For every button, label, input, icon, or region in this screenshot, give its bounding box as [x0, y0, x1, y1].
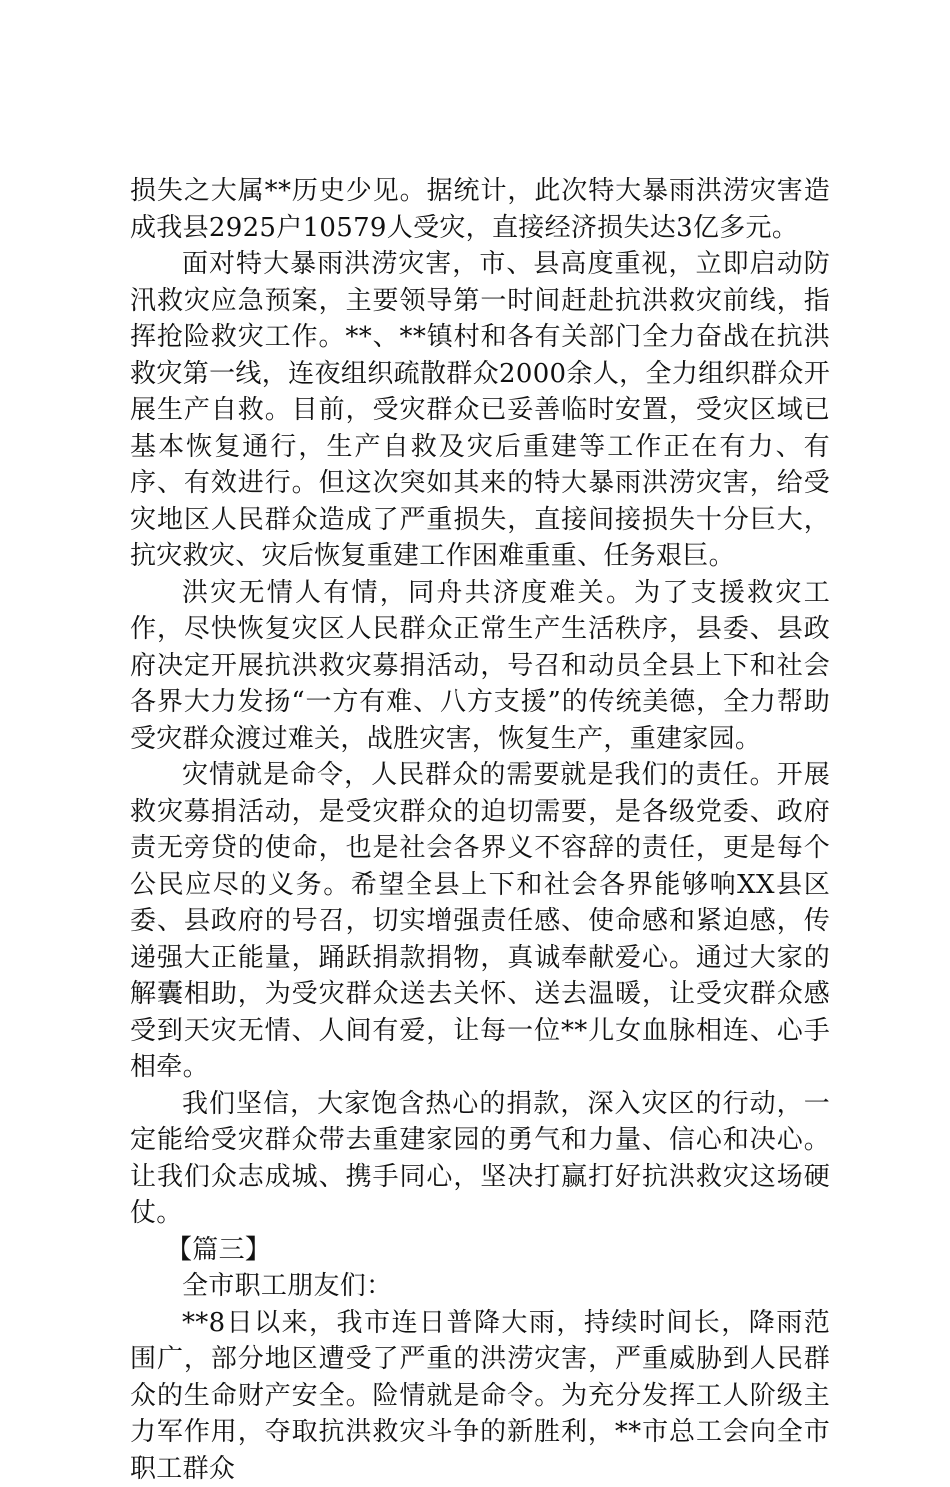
paragraph-1: 损失之大属**历史少见。据统计，此次特大暴雨洪涝灾害造成我县2925户10579人受灾，直接经济损失达3亿多元。 [130, 173, 830, 246]
document-body [130, 173, 830, 1487]
section-heading: 【篇三】 [130, 1232, 830, 1269]
paragraph-2: 面对特大暴雨洪涝灾害，市、县高度重视，立即启动防汛救灾应急预案，主要领导第一时间赶赴抗洪救灾前线，指挥抢险救灾工作。**、**镇村和各有关部门全力奋战在抗洪救灾第一线，连夜组织疏散群众2000余人，全力组织群众开展生产自救。目前，受灾群众已妥善临时安置，受灾区域已基本恢复通行，生产自救及灾后重建等工作正在有力、有序、有效进行。但这次突如其来的特大暴雨洪涝灾害，给受灾地区人民群众造成了严重损失，直接间接损失十分巨大，抗灾救灾、灾后恢复重建工作困难重重、任务艰巨。 [130, 246, 830, 575]
paragraph-5: 我们坚信，大家饱含热心的捐款，深入灾区的行动，一定能给受灾群众带去重建家园的勇气和力量、信心和决心。让我们众志成城、携手同心，坚决打赢打好抗洪救灾这场硬仗。 [130, 1086, 830, 1232]
salutation: 全市职工朋友们： [130, 1268, 830, 1305]
paragraph-6: **8日以来，我市连日普降大雨，持续时间长，降雨范围广，部分地区遭受了严重的洪涝灾害，严重威胁到人民群众的生命财产安全。险情就是命令。为充分发挥工人阶级主力军作用，夺取抗洪救灾斗争的新胜利，**市总工会向全市职工群众 [130, 1305, 830, 1487]
paragraph-3: 洪灾无情人有情，同舟共济度难关。为了支援救灾工作，尽快恢复灾区人民群众正常生产生活秩序，县委、县政府决定开展抗洪救灾募捐活动，号召和动员全县上下和社会各界大力发扬“一方有难、八方支援”的传统美德，全力帮助受灾群众渡过难关，战胜灾害，恢复生产，重建家园。 [130, 575, 830, 758]
paragraph-4: 灾情就是命令，人民群众的需要就是我们的责任。开展救灾募捐活动，是受灾群众的迫切需要，是各级党委、政府责无旁贷的使命，也是社会各界义不容辞的责任，更是每个公民应尽的义务。希望全县上下和社会各界能够响XX县区委、县政府的号召，切实增强责任感、使命感和紧迫感，传递强大正能量，踊跃捐款捐物，真诚奉献爱心。通过大家的解囊相助，为受灾群众送去关怀、送去温暖，让受灾群众感受到天灾无情、人间有爱，让每一位**儿女血脉相连、心手相牵。 [130, 757, 830, 1086]
